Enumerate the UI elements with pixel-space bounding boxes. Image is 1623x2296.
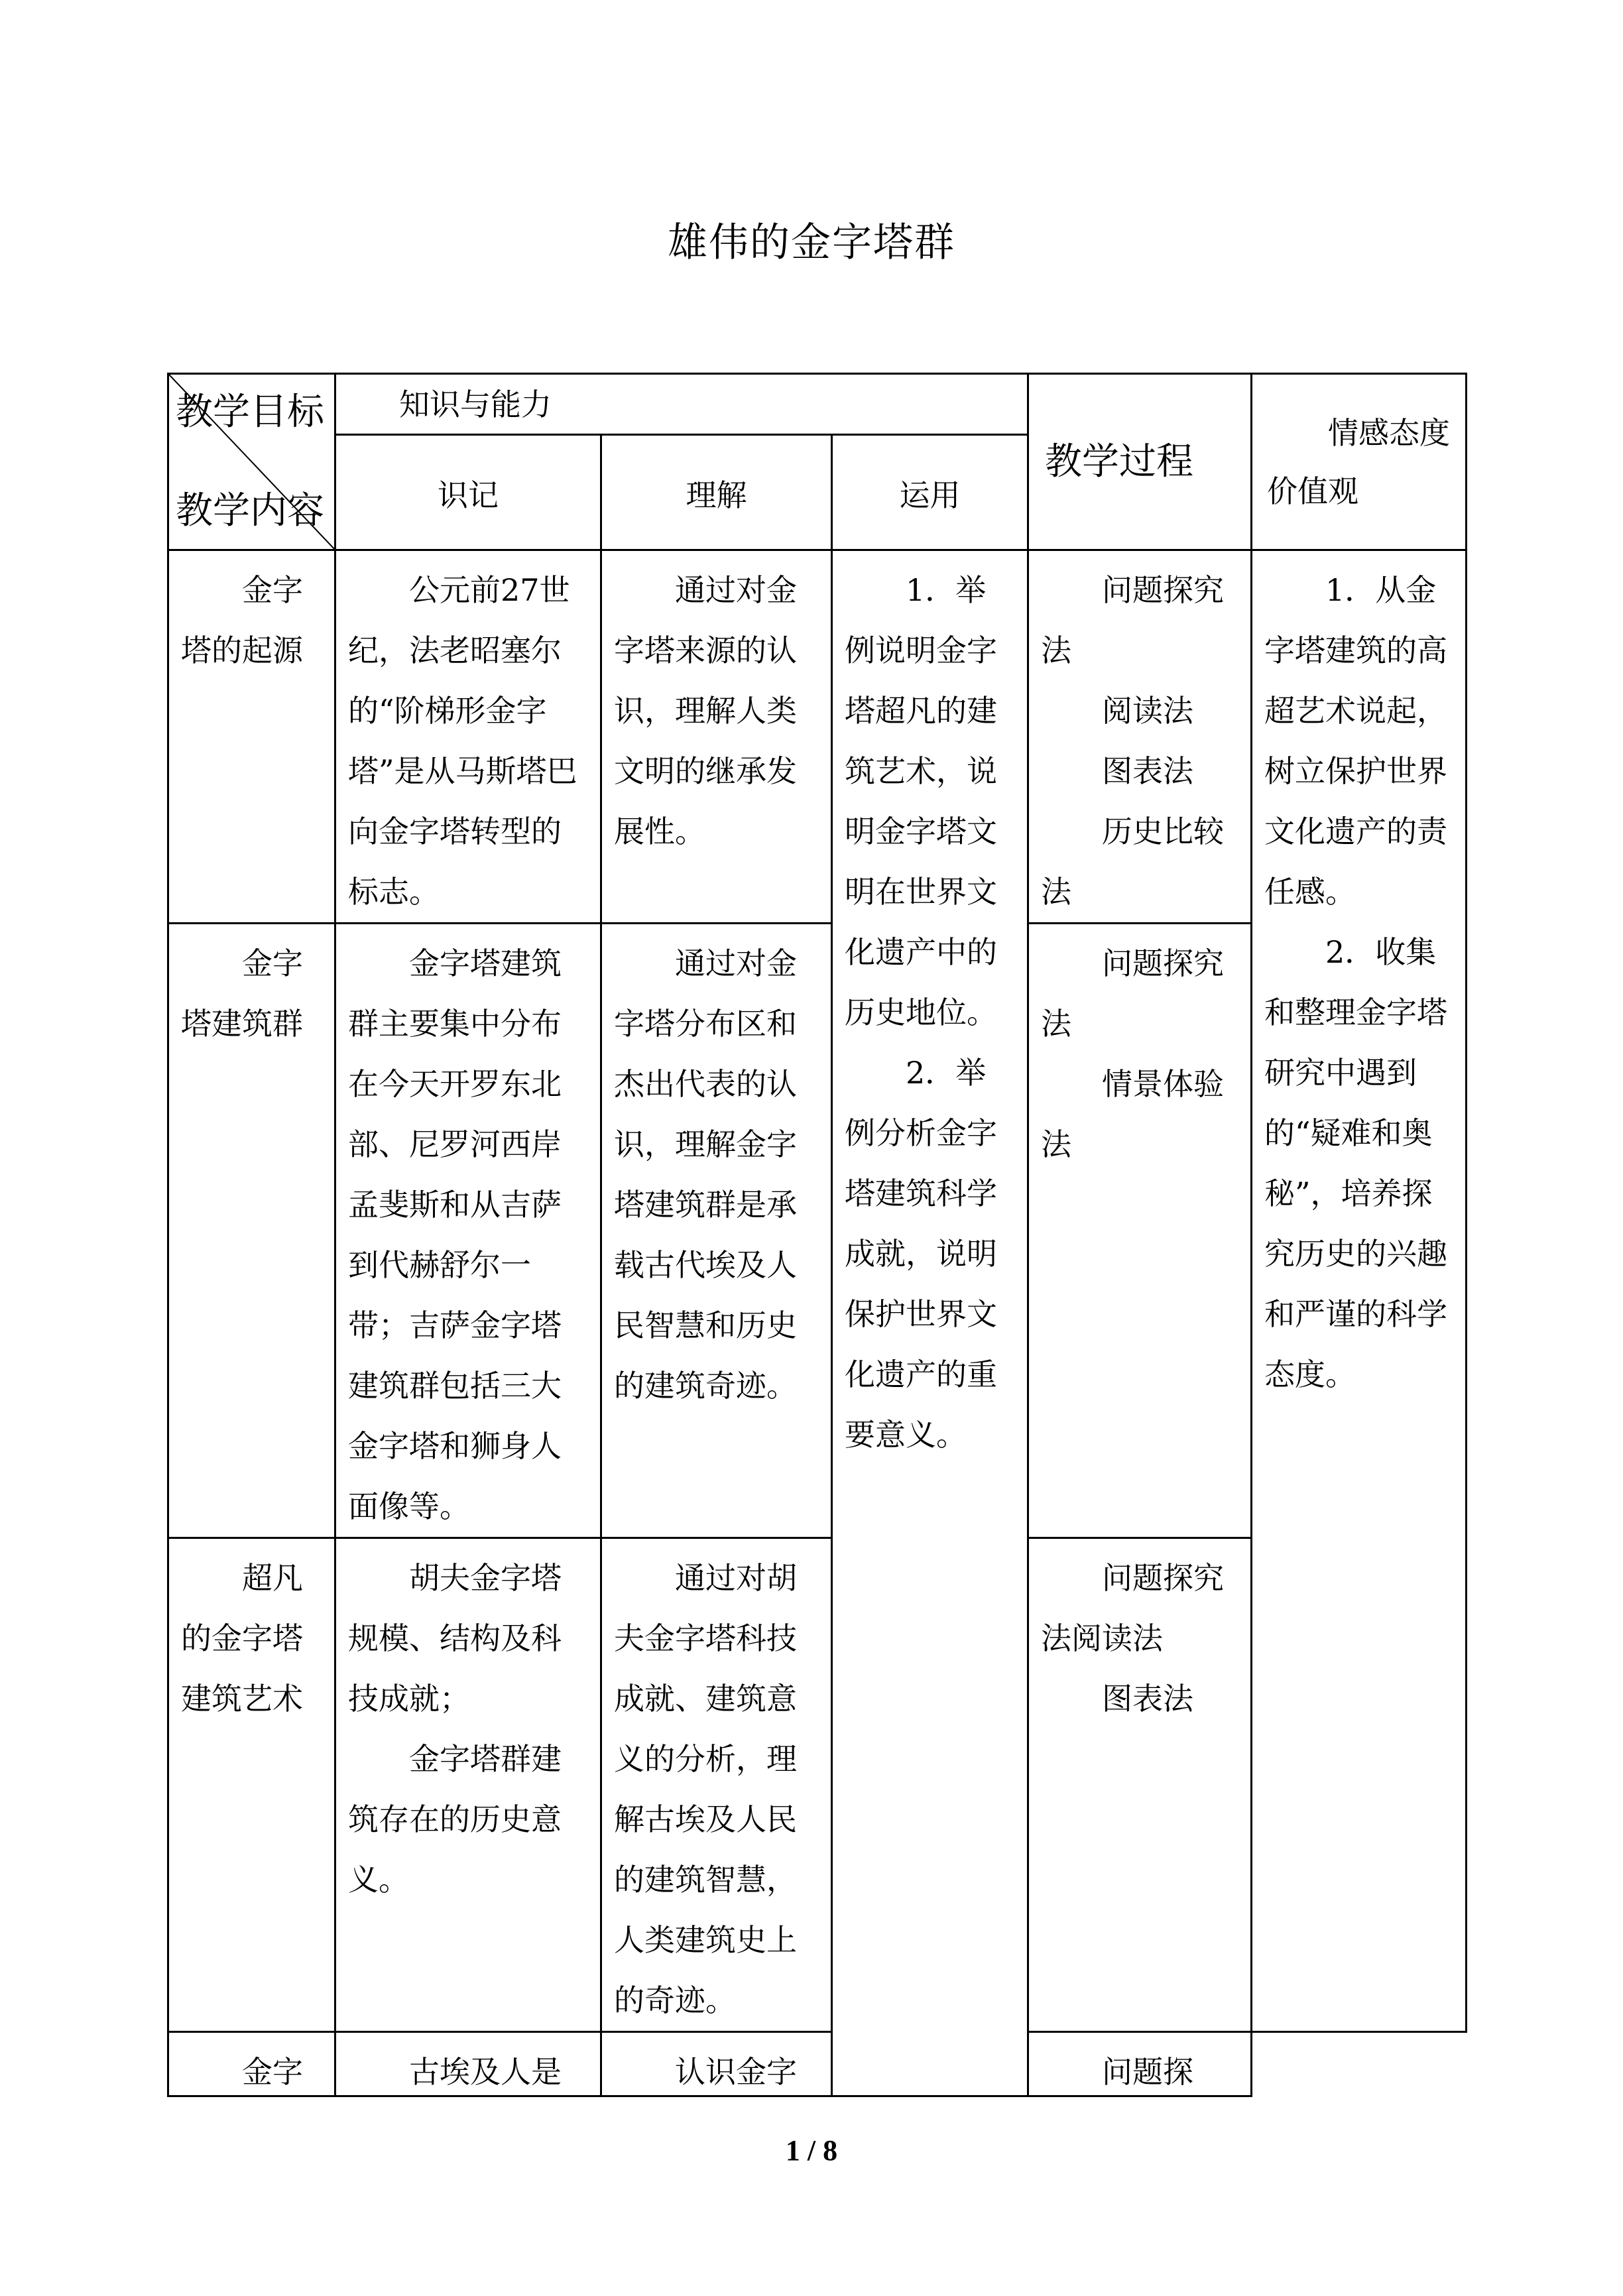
remember-cell: 古埃及人是 — [335, 2032, 601, 2096]
apply-item: 2．举例分析金字塔建筑科学成就，说明保护世界文化遗产的重要意义。 — [845, 1055, 997, 1453]
remember-cell: 公元前27世纪，法老昭塞尔的“阶梯形金字塔”是从马斯塔巴向金字塔转型的标志。 — [335, 550, 601, 924]
apply-header: 运用 — [832, 435, 1028, 550]
page-title: 雄伟的金字塔群 — [668, 219, 955, 266]
process-cell: 问题探究法 情景体验法 — [1028, 924, 1252, 1538]
process-cell: 问题探究法 阅读法 图表法 历史比较法 — [1028, 550, 1252, 924]
content-cell: 金字塔的起源 — [168, 550, 335, 924]
content-cell: 金字 — [168, 2032, 335, 2096]
understand-header: 理解 — [601, 435, 832, 550]
content-cell: 金字塔建筑群 — [168, 924, 335, 1538]
teaching-process-header: 教学过程 — [1028, 374, 1252, 550]
attitude-item: 1．从金字塔建筑的高超艺术说起，树立保护世界文化遗产的责任感。 — [1264, 572, 1448, 910]
apply-merged-cell — [832, 550, 1028, 2096]
empty-cell — [1252, 2032, 1467, 2096]
page-number: 1 / 8 — [785, 2134, 838, 2167]
attitude-item: 2．收集和整理金字塔研究中遇到的“疑难和奥秘”，培养探究历史的兴趣和严谨的科学态度。 — [1264, 934, 1448, 1392]
process-cell: 问题探究法阅读法 图表法 — [1028, 1538, 1252, 2032]
apply-item: 1．举例说明金字塔超凡的建筑艺术，说明金字塔文明在世界文化遗产中的历史地位。 — [845, 572, 997, 1030]
attitude-merged-cell — [1252, 550, 1467, 2032]
knowledge-ability-header: 知识与能力 — [335, 374, 1028, 435]
teaching-content-label: 教学内容 — [176, 489, 324, 532]
understand-cell: 通过对胡夫金字塔科技成就、建筑意义的分析，理解古埃及人民的建筑智慧，人类建筑史上的奇迹。 — [601, 1538, 832, 2032]
process-cell: 问题探 — [1028, 2032, 1252, 2096]
lesson-plan-table — [167, 373, 1467, 2097]
content-cell: 超凡的金字塔建筑艺术 — [168, 1538, 335, 2032]
understand-cell: 认识金字 — [601, 2032, 832, 2096]
understand-cell: 通过对金字塔来源的认识，理解人类文明的继承发展性。 — [601, 550, 832, 924]
remember-cell: 金字塔建筑群主要集中分布在今天开罗东北部、尼罗河西岸孟斐斯和从吉萨到代赫舒尔一带；吉萨金字塔建筑群包括三大金字塔和狮身人面像等。 — [335, 924, 601, 1538]
teaching-goal-label: 教学目标 — [176, 391, 324, 434]
remember-header: 识记 — [335, 435, 601, 550]
attitude-values-header: 情感态度价值观 — [1252, 374, 1467, 550]
remember-cell: 胡夫金字塔规模、结构及科技成就； 金字塔群建筑存在的历史意义。 — [335, 1538, 601, 2032]
understand-cell: 通过对金字塔分布区和杰出代表的认识，理解金字塔建筑群是承载古代埃及人民智慧和历史的建筑奇迹。 — [601, 924, 832, 1538]
diagonal-header-cell — [168, 374, 335, 550]
